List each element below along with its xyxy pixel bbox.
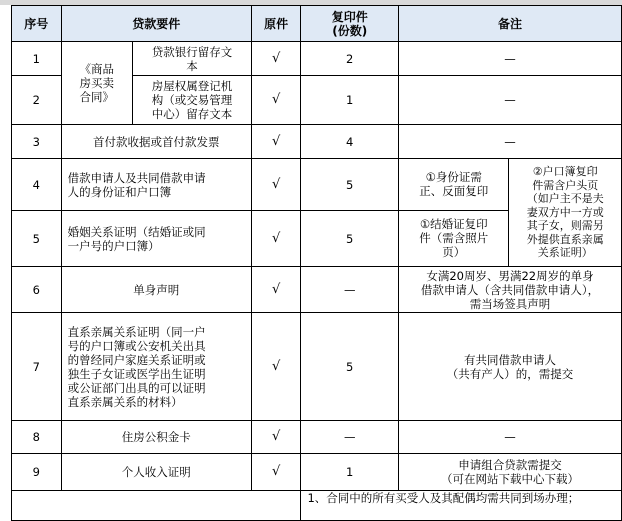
remark-text: —: [398, 421, 621, 454]
row-number: 9: [12, 454, 62, 491]
copies-count: 5: [301, 211, 399, 267]
original-check: √: [251, 76, 301, 125]
remark-text: —: [398, 125, 621, 159]
table-row: [12, 159, 622, 211]
contract-group-label: 《商品 房买卖 合同》: [61, 42, 132, 125]
row-number: 8: [12, 421, 62, 454]
original-check: √: [251, 267, 301, 313]
remark-text: 女满20周岁、男满22周岁的单身 借款申请人（含共同借款申请人）， 需当场签具声明: [398, 267, 621, 313]
header-remark: 备注: [398, 6, 621, 42]
row-number: 6: [12, 267, 62, 313]
copies-count: 1: [301, 76, 399, 125]
remark-text: —: [398, 42, 621, 76]
row-number: 7: [12, 313, 62, 421]
header-no: 序号: [12, 6, 62, 42]
copies-count: 5: [301, 159, 399, 211]
item-text: 直系亲属关系证明（同一户 号的户口簿或公安机关出具 的曾经同户家庭关系证明或 独生子女证或医学出生证明 或公证部门出具的可以证明 直系亲属关系的材料）: [61, 313, 251, 421]
table-row: [12, 125, 622, 159]
copies-count: —: [301, 267, 399, 313]
remark-marriage-cert: ①结婚证复印 件（需含照片 页）: [399, 210, 509, 266]
table-row: [12, 421, 622, 454]
remark-household-register: ②户口簿复印 件需含户头页 （如户主不是夫 妻双方中一方或 其子女，则需另 外提供直系亲属 关系证明）: [526, 165, 604, 260]
item-text: 贷款银行留存文 本: [133, 42, 252, 76]
remark-subgrid: [399, 159, 621, 266]
copies-count: 5: [301, 313, 399, 421]
remark-text: 申请组合贷款需提交 （可在网站下载中心下载）: [398, 454, 621, 491]
copies-count: 1: [301, 454, 399, 491]
item-text: 住房公积金卡: [61, 421, 251, 454]
row-number: 2: [12, 76, 62, 125]
header-original: 原件: [251, 6, 301, 42]
row-number: 3: [12, 125, 62, 159]
row-number: 5: [12, 211, 62, 267]
header-copies: 复印件 (份数): [301, 6, 399, 42]
row-number: 4: [12, 159, 62, 211]
original-check: √: [251, 159, 301, 211]
remark-split-cell: [398, 159, 621, 267]
table-row: [12, 313, 622, 421]
copies-count: —: [301, 421, 399, 454]
table-row: [12, 454, 622, 491]
item-text: 房屋权属登记机 构（或交易管理 中心）留存文本: [133, 76, 252, 125]
original-check: √: [251, 454, 301, 491]
item-text: 个人收入证明: [61, 454, 251, 491]
item-text: 借款申请人及共同借款申请 人的身份证和户口簿: [61, 159, 251, 211]
original-check: √: [251, 42, 301, 76]
item-text: 婚姻关系证明（结婚证或同 一户号的户口簿）: [61, 211, 251, 267]
table-row-partial: [12, 491, 622, 521]
copies-count: 2: [301, 42, 399, 76]
original-check: √: [251, 125, 301, 159]
remark-text: —: [398, 76, 621, 125]
row-number: 1: [12, 42, 62, 76]
header-row: [12, 6, 622, 42]
bottom-note-partial: 1、合同中的所有买受人及其配偶均需共同到场办理；: [301, 491, 622, 521]
original-check: √: [251, 313, 301, 421]
loan-documents-table: [11, 5, 622, 521]
item-text: 首付款收据或首付款发票: [61, 125, 251, 159]
copies-count: 4: [301, 125, 399, 159]
item-text: 单身声明: [61, 267, 251, 313]
header-item: 贷款要件: [61, 6, 251, 42]
remark-id-card: ①身份证需 正、反面复印: [399, 159, 509, 210]
table-row: [12, 267, 622, 313]
table-row: [12, 42, 622, 76]
cut-off-cell: [12, 491, 301, 521]
original-check: √: [251, 211, 301, 267]
remark-text: 有共同借款申请人 （共有产人）的，需提交: [398, 313, 621, 421]
original-check: √: [251, 421, 301, 454]
